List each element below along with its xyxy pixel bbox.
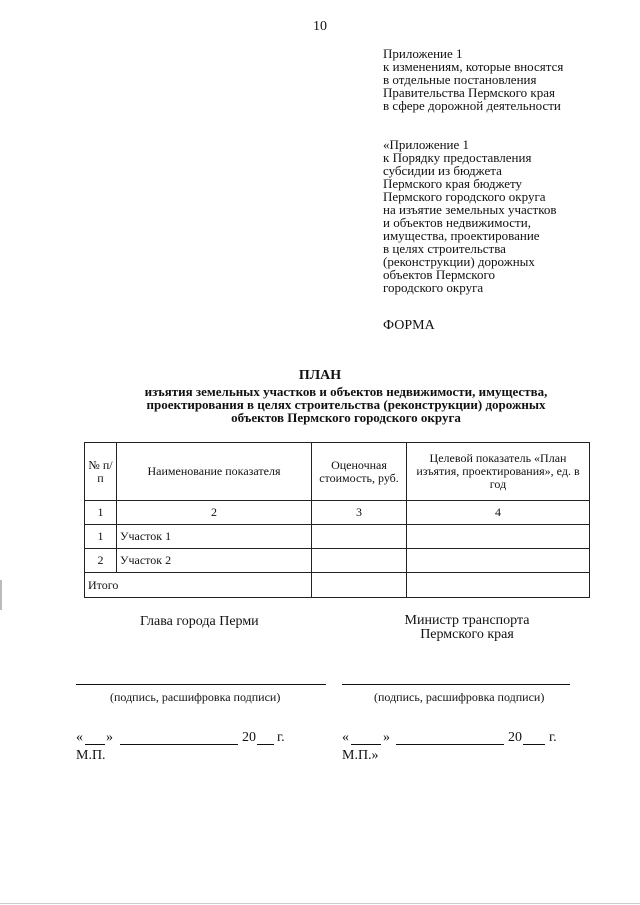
table-total-row (85, 573, 590, 598)
signatory-right-line: Пермского края (420, 627, 514, 642)
table-row (85, 549, 590, 573)
date-left-suffix: г. (277, 730, 285, 745)
header-name: Наименование показателя (117, 443, 312, 501)
page-number: 10 (313, 19, 327, 34)
scan-edge-mark (0, 580, 2, 610)
row-name: Участок 1 (117, 525, 312, 549)
date-right-suffix: г. (549, 730, 557, 745)
total-target (407, 573, 590, 598)
header-target: Целевой показатель «План изъятия, проектирования», ед. в год (407, 443, 590, 501)
annex-1-line: к изменениям, которые вносятся (383, 59, 564, 74)
plan-subtitle-line: проектирования в целях строительства (реконструкции) дорожных (146, 397, 546, 412)
annex-2-line: субсидии из бюджета (383, 163, 502, 178)
signature-line-left (76, 684, 326, 685)
header-num: № п/п (85, 443, 117, 501)
table-row (85, 525, 590, 549)
annex-1-line: Правительства Пермского края (383, 85, 555, 100)
date-left-month-line (120, 744, 238, 745)
signature-hint-right: (подпись, расшифровка подписи) (374, 690, 545, 704)
col-number: 3 (312, 501, 407, 525)
date-left-close: » (106, 730, 113, 745)
date-right-day-line (351, 744, 381, 745)
signatory-left-title: Глава города Перми (140, 614, 259, 629)
signatory-right-title (398, 614, 536, 642)
annex-2-line: имущества, проектирование (383, 228, 540, 243)
scan-bottom-edge (0, 903, 640, 904)
signatory-right-line: Министр транспорта (404, 613, 530, 628)
annex-2-line: объектов Пермского (383, 267, 495, 282)
plan-table (84, 442, 590, 598)
date-left-year-line (257, 744, 274, 745)
annex-2-line: Пермского городского округа (383, 189, 546, 204)
row-cost (312, 549, 407, 573)
plan-subtitle-line: изъятия земельных участков и объектов недвижимости, имущества, (144, 384, 548, 399)
annex-2-line: в целях строительства (383, 241, 506, 256)
row-target (407, 525, 590, 549)
plan-title: ПЛАН (298, 368, 342, 383)
annex-2-line: Пермского края бюджету (383, 176, 523, 191)
date-right-open: « (342, 730, 349, 745)
date-left-year-prefix: 20 (242, 730, 256, 745)
date-right-year-prefix: 20 (508, 730, 522, 745)
total-cost (312, 573, 407, 598)
annex-2-heading (383, 138, 633, 294)
annex-2-line: на изъятие земельных участков (383, 202, 557, 217)
col-number: 4 (407, 501, 590, 525)
plan-subtitle-line: объектов Пермского городского округа (231, 410, 461, 425)
date-left-day-line (85, 744, 105, 745)
plan-subtitle (60, 385, 632, 424)
annex-2-line: городского округа (383, 280, 484, 295)
header-cost: Оценочная стоимость, руб. (312, 443, 407, 501)
row-num: 1 (85, 525, 117, 549)
annex-2-line: и объектов недвижимости, (383, 215, 531, 230)
annex-2-line: к Порядку предоставления (383, 150, 532, 165)
annex-2-line: «Приложение 1 (383, 137, 470, 152)
annex-1-line: в сфере дорожной деятельности (383, 98, 561, 113)
row-num: 2 (85, 549, 117, 573)
date-right-close: » (383, 730, 390, 745)
col-number: 1 (85, 501, 117, 525)
annex-2-line: (реконструкции) дорожных (383, 254, 535, 269)
col-number: 2 (117, 501, 312, 525)
annex-1-line: Приложение 1 (383, 46, 463, 61)
stamp-right: М.П.» (342, 748, 379, 763)
date-left-open: « (76, 730, 83, 745)
date-right-month-line (396, 744, 504, 745)
row-target (407, 549, 590, 573)
annex-1-heading (383, 47, 633, 112)
table-col-numbers-row (85, 501, 590, 525)
form-label: ФОРМА (383, 318, 435, 333)
row-name: Участок 2 (117, 549, 312, 573)
table-header-row (85, 443, 590, 501)
signature-hint-left: (подпись, расшифровка подписи) (110, 690, 281, 704)
signature-line-right (342, 684, 570, 685)
annex-1-line: в отдельные постановления (383, 72, 537, 87)
row-cost (312, 525, 407, 549)
total-label: Итого (85, 573, 312, 598)
stamp-left: М.П. (76, 748, 106, 763)
date-right-year-line (523, 744, 545, 745)
